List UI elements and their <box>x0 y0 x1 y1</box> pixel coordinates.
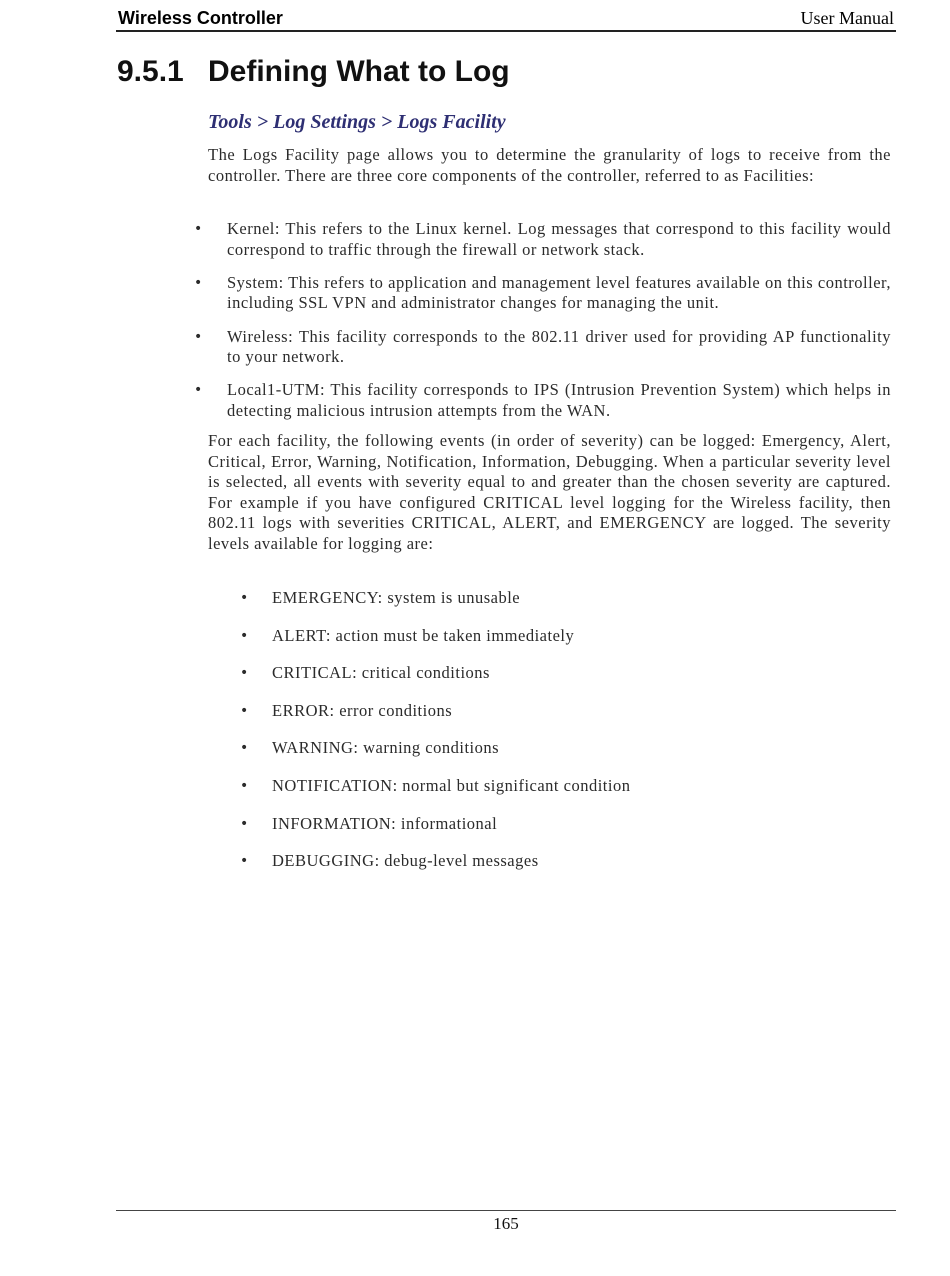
section-title: Defining What to Log <box>208 55 510 88</box>
severity-information-text: INFORMATION: informational <box>272 813 498 833</box>
severity-critical-text: CRITICAL: critical conditions <box>272 663 490 683</box>
severity-emergency-text: EMERGENCY: system is unusable <box>272 588 521 607</box>
bullet-icon: • <box>240 590 249 606</box>
list-item <box>194 380 891 421</box>
severity-error-text: ERROR: error conditions <box>272 700 453 720</box>
page-header <box>116 6 896 32</box>
facility-list <box>194 219 891 434</box>
header-product-title: Wireless Controller <box>118 8 283 28</box>
page-footer <box>116 1210 896 1233</box>
facility-local1-utm-text: Local1-UTM: This facility corresponds to IPS (Intrusion Prevention System) which helps in detecting malicious intrusion attempts from the WAN. <box>227 380 891 420</box>
bullet-icon: • <box>240 702 249 719</box>
facility-wireless-text: Wireless: This facility corresponds to the 802.11 driver used for providing AP functionality to your network. <box>227 326 891 367</box>
list-item <box>240 851 880 889</box>
list-item <box>240 588 880 626</box>
section-heading <box>117 55 510 89</box>
list-item <box>194 273 891 314</box>
facility-kernel-text: Kernel: This refers to the Linux kernel. Log messages that correspond to this facility would correspond to traffic through the firewall or network stack. <box>227 219 891 259</box>
list-item <box>240 738 880 776</box>
bullet-icon: • <box>194 382 203 399</box>
severity-alert-text: ALERT: action must be taken immediately <box>272 625 575 645</box>
page-number: 165 <box>493 1214 519 1233</box>
bullet-icon: • <box>240 853 249 870</box>
list-item <box>240 626 880 664</box>
section-number: 9.5.1 <box>117 55 184 88</box>
bullet-icon: • <box>240 627 249 644</box>
list-item <box>240 663 880 701</box>
bullet-icon: • <box>240 665 249 682</box>
header-doc-type: User Manual <box>800 8 894 28</box>
severity-notification-text: NOTIFICATION: normal but significant condition <box>272 775 631 795</box>
list-item <box>240 776 880 814</box>
bullet-icon: • <box>240 815 249 832</box>
severity-debugging-text: DEBUGGING: debug-level messages <box>272 851 539 871</box>
bullet-icon: • <box>240 777 249 794</box>
bullet-icon: • <box>194 328 203 345</box>
bullet-icon: • <box>194 274 203 291</box>
list-item <box>194 219 891 260</box>
intro-paragraph: The Logs Facility page allows you to determine the granularity of logs to receive from the controller. There are three core components of the controller, referred to as Facilities: <box>208 145 891 185</box>
facility-system-text: System: This refers to application and management level features available on this controller, including SSL VPN and administrator changes for managing the unit. <box>227 272 891 313</box>
severity-warning-text: WARNING: warning conditions <box>272 738 500 758</box>
bullet-icon: • <box>240 740 249 757</box>
list-item <box>240 814 880 852</box>
navigation-path: Tools > Log Settings > Logs Facility <box>208 111 506 133</box>
list-item <box>240 701 880 739</box>
bullet-icon: • <box>194 221 203 237</box>
list-item <box>194 327 891 368</box>
severity-level-list <box>240 588 880 889</box>
severity-paragraph: For each facility, the following events (in order of severity) can be logged: Emergency, Alert, Critical, Error, Warning, Notification, Information, Debugging. When a particular severity level is selected, all events with severity equal to and greater than the chosen severity are captured. For example if you have configured CRITICAL level logging for the Wireless facility, then 802.11 logs with severities CRITICAL, ALERT, and EMERGENCY are logged. The severity levels available for logging are: <box>208 431 891 553</box>
